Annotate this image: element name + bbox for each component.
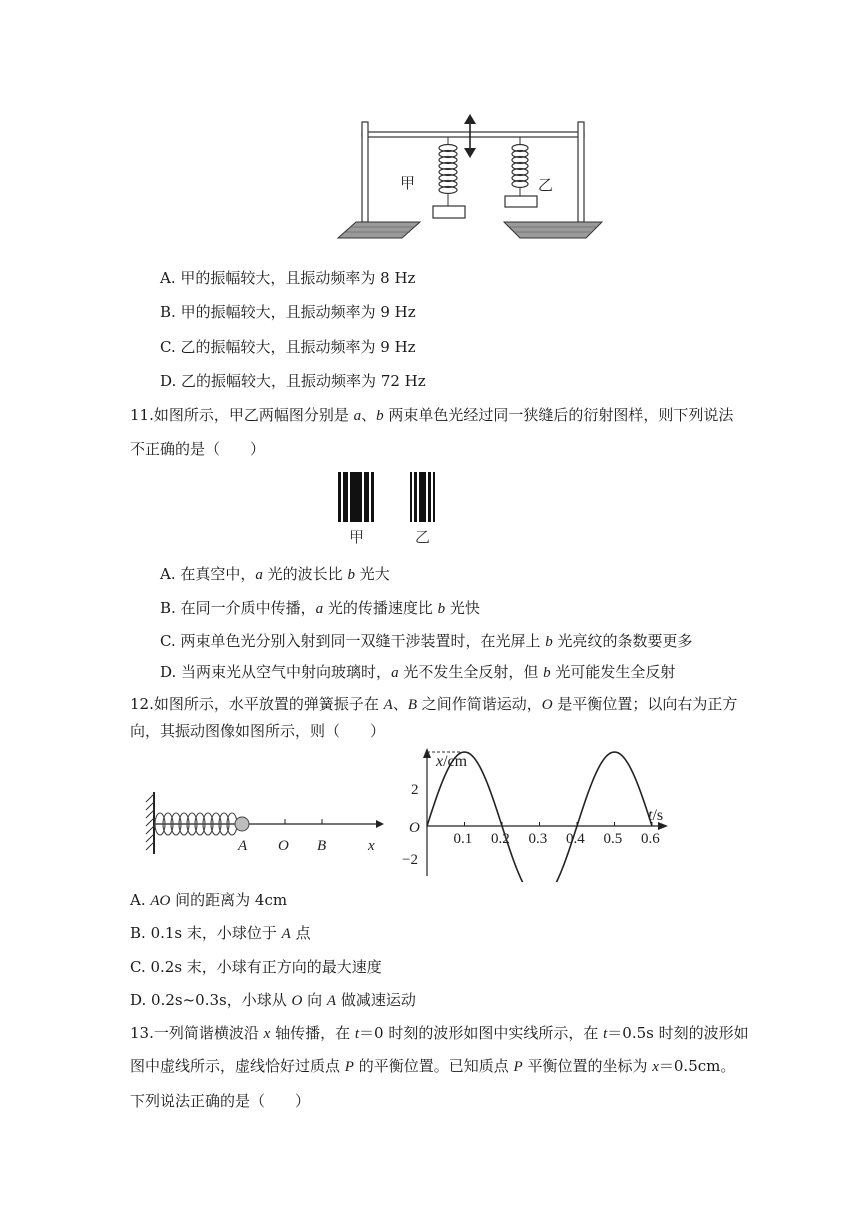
q13-number: 13.: [130, 1024, 154, 1042]
x-tick-label: 0.2: [491, 831, 510, 847]
q12-option-a[interactable]: A. AO 间的距离为 4cm: [130, 891, 288, 909]
q10-option-c[interactable]: C. 乙的振幅较大，且振动频率为 9 Hz: [160, 338, 416, 356]
x-tick-label: 0.3: [528, 831, 548, 847]
origin-label: O: [409, 820, 420, 836]
q10-option-d[interactable]: D. 乙的振幅较大，且振动频率为 72 Hz: [160, 372, 426, 390]
point-a-label: A: [238, 838, 248, 854]
pattern-a-icon: [338, 472, 374, 522]
x-tick-label: 0.6: [641, 831, 660, 847]
q11-option-a[interactable]: A. 在真空中，a 光的波长比 b 光大: [160, 565, 390, 583]
q12-option-c[interactable]: C. 0.2s 末，小球有正方向的最大速度: [130, 958, 382, 976]
point-b-label: B: [317, 838, 327, 854]
spring-left-icon: [433, 137, 465, 218]
fig10-label-left: 甲: [400, 176, 416, 192]
y-axis-label: x/cm: [436, 753, 468, 770]
fig10-label-right: 乙: [538, 178, 554, 194]
fig11-label-right: 乙: [415, 530, 431, 546]
series-line: [427, 752, 652, 882]
q11-stem-line2: 不正确的是（ ）: [130, 440, 266, 458]
point-o-label: O: [278, 838, 289, 854]
x-tick-label: 0.1: [453, 831, 473, 847]
q12-number: 12.: [130, 695, 154, 713]
axis-x-label: x: [368, 838, 375, 854]
ball-icon: [235, 817, 249, 831]
pattern-b-icon: [410, 472, 435, 522]
fig11-diffraction-patterns: [334, 470, 454, 548]
q11-option-c[interactable]: C. 两束单色光分别入射到同一双缝干涉装置时，在光屏上 b 光亮纹的条数要更多: [160, 632, 693, 650]
q13-stem-line1: 13.一列简谐横波沿 x 轴传播，在 t＝0 时刻的波形如图中实线所示，在 t＝0.5s 时刻的波形如: [130, 1024, 749, 1042]
right-base: [504, 222, 602, 238]
q11-stem-line1: 11.如图所示，甲乙两幅图分别是 a、b 两束单色光经过同一狭缝后的衍射图样，则下列说法: [130, 406, 734, 424]
fig10-spring-frame: [330, 112, 620, 254]
q13-stem-line2: 图中虚线所示，虚线恰好过质点 P 的平衡位置。已知质点 P 平衡位置的坐标为 x＝0.5cm。: [130, 1057, 736, 1075]
q10-option-a[interactable]: A. 甲的振幅较大，且振动频率为 8 Hz: [160, 269, 416, 287]
fig12-vibration-chart: [400, 742, 680, 882]
y-tick-label: −2: [402, 852, 418, 868]
x-tick-label: 0.4: [566, 831, 585, 847]
q12-option-d[interactable]: D. 0.2s~0.3s，小球从 O 向 A 做减速运动: [130, 991, 416, 1009]
fig12-spring-oscillator: [140, 788, 390, 858]
x-axis-label: t/s: [648, 807, 664, 824]
y-axis-arrow-icon: [423, 748, 431, 758]
y-tick-label: 2: [411, 782, 419, 798]
q12-option-b[interactable]: B. 0.1s 末，小球位于 A 点: [130, 924, 311, 942]
q10-option-b[interactable]: B. 甲的振幅较大，且振动频率为 9 Hz: [160, 303, 416, 321]
x-tick-label: 0.5: [603, 831, 623, 847]
q11-number: 11.: [130, 406, 154, 424]
q12-stem-line2: 向，其振动图像如图所示，则（ ）: [130, 722, 386, 740]
q11-option-b[interactable]: B. 在同一介质中传播，a 光的传播速度比 b 光快: [160, 599, 480, 617]
q11-option-d[interactable]: D. 当两束光从空气中射向玻璃时，a 光不发生全反射，但 b 光可能发生全反射: [160, 663, 676, 681]
left-base: [338, 222, 420, 238]
q12-stem-line1: 12.如图所示，水平放置的弹簧振子在 A、B 之间作简谐运动，O 是平衡位置；以向右为正方: [130, 695, 738, 713]
q13-stem-line3: 下列说法正确的是（ ）: [130, 1092, 311, 1110]
fig11-label-left: 甲: [349, 530, 365, 546]
spring-right-icon: [505, 137, 537, 207]
